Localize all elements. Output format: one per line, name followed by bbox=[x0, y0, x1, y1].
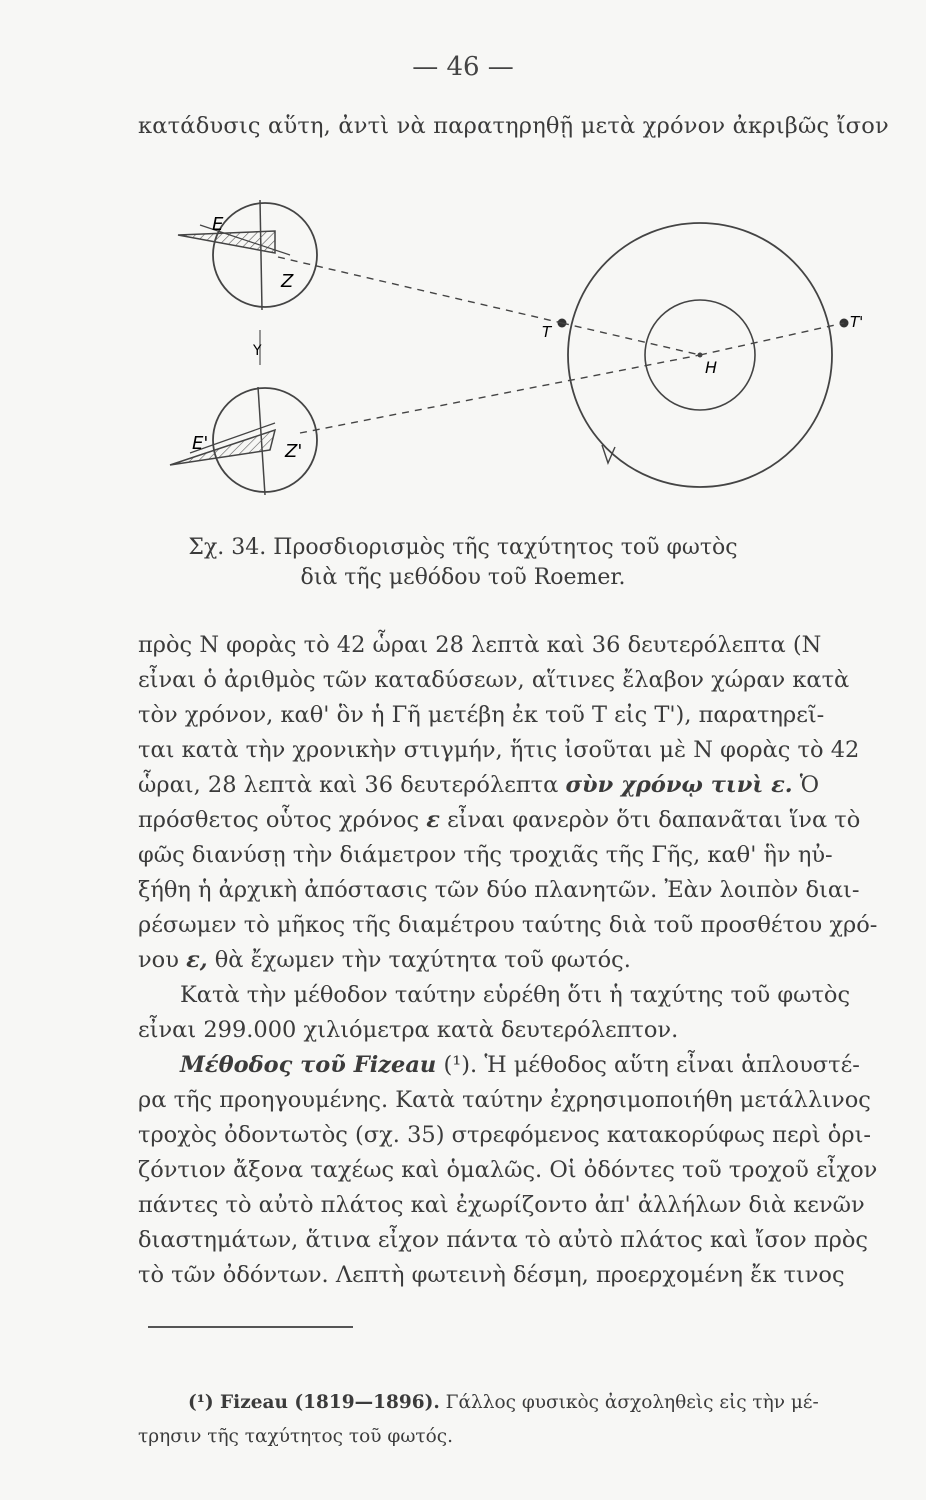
figure-caption-line-1: Σχ. 34. Προσδιορισμὸς τῆς ταχύτητος τοῦ φωτὸς bbox=[188, 535, 738, 560]
body-text bbox=[138, 632, 908, 1297]
light-paths bbox=[278, 257, 844, 433]
text-line: Μέθοδος τοῦ Fizeau (¹). Ἡ μέθοδος αὕτη εἶναι ἁπλουστέ- bbox=[180, 1052, 860, 1078]
jupiter-lower bbox=[170, 387, 317, 495]
text-line: διαστημάτων, ἅτινα εἶχον πάντα τὸ αὐτὸ πλάτος καὶ ἴσον πρὸς bbox=[138, 1227, 868, 1253]
jupiter-upper bbox=[178, 200, 317, 310]
arrow-down bbox=[252, 330, 262, 365]
footnote bbox=[138, 1392, 908, 1460]
text-line: τὸν χρόνον, καθ' ὃν ἡ Γῆ μετέβη ἐκ τοῦ Τ εἰς Τ'), παρατηρεῖ- bbox=[138, 702, 825, 728]
text-line: Κατὰ τὴν μέθοδον ταύτην εὑρέθη ὅτι ἡ ταχύτης τοῦ φωτὸς bbox=[180, 982, 851, 1008]
text-line: φῶς διανύσῃ τὴν διάμετρον τῆς τροχιᾶς τῆς Γῆς, καθ' ἣν ηὐ- bbox=[138, 842, 833, 868]
text-line: τροχὸς ὀδοντωτὸς (σχ. 35) στρεφόμενος κατακορύφως περὶ ὁρι- bbox=[138, 1122, 872, 1148]
label-H: H bbox=[705, 358, 718, 377]
footnote-divider bbox=[148, 1326, 353, 1328]
text-line: ται κατὰ τὴν χρονικὴν στιγμήν, ἥτις ἰσοῦται μὲ Ν φορὰς τὸ 42 bbox=[138, 737, 860, 763]
text-line: ζόντιον ἄξονα ταχέως καὶ ὁμαλῶς. Οἱ ὀδόντες τοῦ τροχοῦ εἶχον bbox=[138, 1157, 878, 1183]
text-line: πρόσθετος οὗτος χρόνος ε εἶναι φανερὸν ὅτι δαπανᾶται ἵνα τὸ bbox=[138, 807, 861, 833]
text-line: ρα τῆς προηγουμένης. Κατὰ ταύτην ἐχρησιμοποιήθη μετάλλινος bbox=[138, 1087, 871, 1113]
label-T: T bbox=[542, 323, 552, 341]
label-E-prime: E' bbox=[192, 433, 209, 454]
text-line: κατάδυσις αὕτη, ἀντὶ νὰ παρατηρηθῇ μετὰ χρόνον ἀκριβῶς ἴσον bbox=[138, 113, 889, 139]
earth-positions bbox=[542, 313, 863, 341]
text-line: ὧραι, 28 λεπτὰ καὶ 36 δευτερόλεπτα σὺν χρόνῳ τινὶ ε. Ὁ bbox=[138, 772, 820, 798]
text-line: νου ε, θὰ ἔχωμεν τὴν ταχύτητα τοῦ φωτός. bbox=[138, 947, 631, 973]
page-number: — 46 — bbox=[412, 52, 514, 82]
label-T-prime: T' bbox=[850, 313, 864, 331]
section-heading: Μέθοδος τοῦ Fizeau bbox=[180, 1052, 437, 1078]
footnote-line: (¹) Fizeau (1819—1896). Γάλλος φυσικὸς ἀσχοληθεὶς εἰς τὴν μέ- bbox=[188, 1392, 819, 1413]
roemer-diagram bbox=[150, 195, 870, 525]
text-line: πάντες τὸ αὐτὸ πλάτος καὶ ἐχωρίζοντο ἀπ' ἀλλήλων διὰ κενῶν bbox=[138, 1192, 865, 1218]
figure-caption-line-2: διὰ τῆς μεθόδου τοῦ Roemer. bbox=[300, 565, 626, 590]
label-Z-prime: Z' bbox=[285, 441, 303, 462]
text-line: πρὸς Ν φορὰς τὸ 42 ὧραι 28 λεπτὰ καὶ 36 δευτερόλεπτα (Ν bbox=[138, 632, 822, 658]
svg-text:Y: Y bbox=[253, 343, 262, 359]
text-line: ξήθη ἡ ἀρχικὴ ἀπόστασις τῶν δύο πλανητῶν. Ἐὰν λοιπὸν διαι- bbox=[138, 877, 860, 903]
text-line: τὸ τῶν ὀδόντων. Λεπτὴ φωτεινὴ δέσμη, προερχομένη ἔκ τινος bbox=[138, 1262, 845, 1288]
roemer-diagram-svg bbox=[150, 195, 870, 525]
label-E: E bbox=[212, 214, 224, 235]
label-Z: Z bbox=[281, 271, 294, 292]
text-line: εἶναι ὁ ἀριθμὸς τῶν καταδύσεων, αἵτινες ἔλαβον χώραν κατὰ bbox=[138, 667, 850, 693]
text-line: ρέσωμεν τὸ μῆκος τῆς διαμέτρου ταύτης διὰ τοῦ προσθέτου χρό- bbox=[138, 912, 878, 938]
footnote-line: τρησιν τῆς ταχύτητος τοῦ φωτός. bbox=[138, 1426, 454, 1447]
text-line: εἶναι 299.000 χιλιόμετρα κατὰ δευτερόλεπτον. bbox=[138, 1017, 679, 1043]
